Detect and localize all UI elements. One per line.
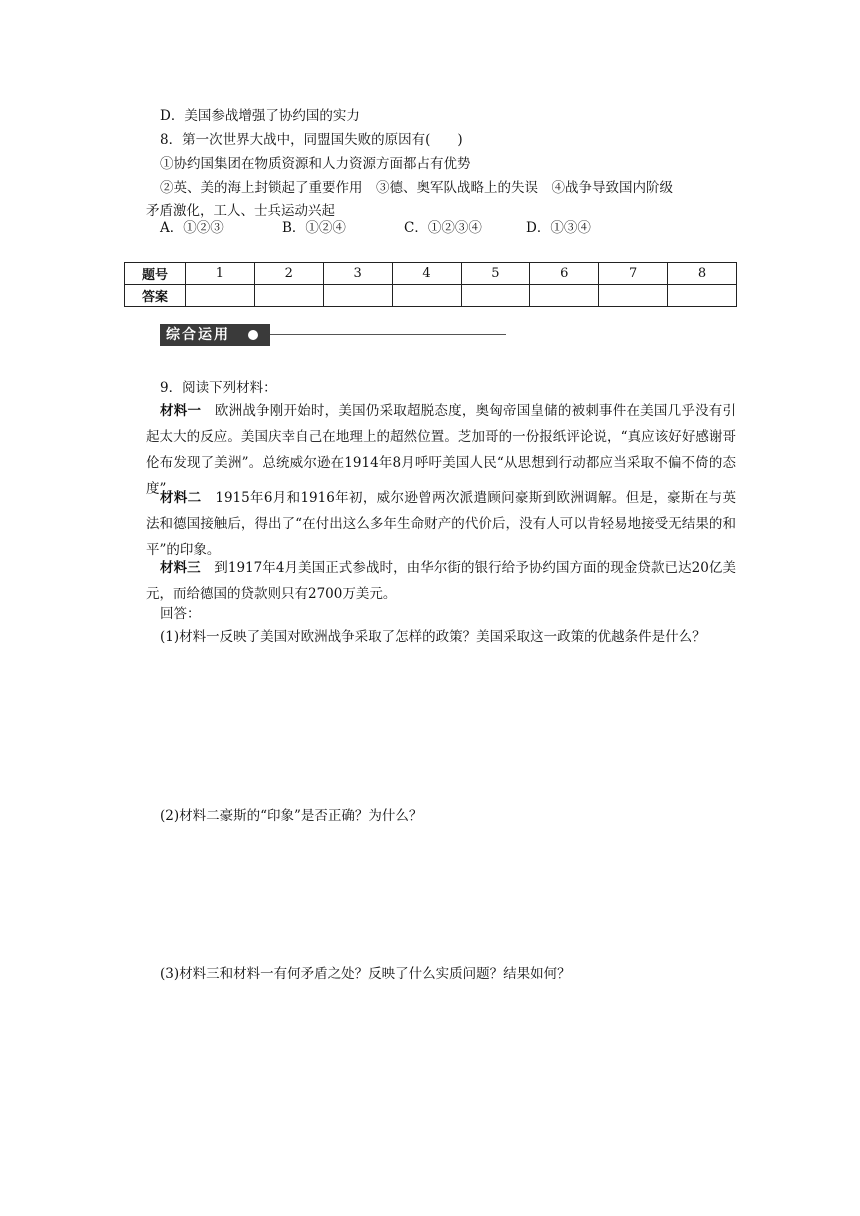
answer-cell[interactable] xyxy=(392,285,461,307)
q9-sub-3: (3)材料三和材料一有何矛盾之处？反映了什么实质问题？结果如何？ xyxy=(160,966,571,982)
q8-item-2-line-1: ②英、美的海上封锁起了重要作用 ③德、奥军队战略上的失误 ④战争导致国内阶级 xyxy=(160,180,673,196)
q9-sub-1: (1)材料一反映了美国对欧洲战争采取了怎样的政策？美国采取这一政策的优越条件是什么？ xyxy=(160,629,706,645)
table-header-answer: 答案 xyxy=(125,285,186,307)
table-row xyxy=(125,285,737,307)
table-cell-number: 3 xyxy=(323,263,392,285)
answer-cell[interactable] xyxy=(323,285,392,307)
q7-option-d: D．美国参战增强了协约国的实力 xyxy=(160,108,360,124)
table-cell-number: 1 xyxy=(186,263,255,285)
q9-sub-2: (2)材料二豪斯的“印象”是否正确？为什么？ xyxy=(160,808,423,824)
q8-option-d: D．①③④ xyxy=(526,220,591,236)
table-cell-number: 2 xyxy=(254,263,323,285)
q8-option-a: A．①②③ xyxy=(160,220,224,236)
answer-table xyxy=(124,262,737,307)
q8-item-1: ①协约国集团在物质资源和人力资源方面都占有优势 xyxy=(160,156,471,172)
answer-cell[interactable] xyxy=(599,285,668,307)
material-1-text: 欧洲战争刚开始时，美国仍采取超脱态度，奥匈帝国皇储的被刺事件在美国几乎没有引起太大的反应。美国庆幸自己在地理上的超然位置。芝加哥的一份报纸评论说，“真应该好好感谢哥伦布发现了美洲”。总统威尔逊在1914年8月呼吁美国人民“从思想到行动都应当采取不偏不倚的态度”。 xyxy=(146,403,737,497)
q9-stem: 9．阅读下列材料： xyxy=(160,380,277,396)
material-2-label: 材料二 xyxy=(160,490,202,506)
answer-cell[interactable] xyxy=(254,285,323,307)
table-cell-number: 6 xyxy=(530,263,599,285)
section-divider xyxy=(270,334,506,335)
answer-cell[interactable] xyxy=(186,285,255,307)
q8-stem: 8．第一次世界大战中，同盟国失败的原因有( ) xyxy=(160,132,463,148)
table-cell-number: 5 xyxy=(461,263,530,285)
table-cell-number: 7 xyxy=(599,263,668,285)
table-header-number: 题号 xyxy=(125,263,186,285)
q8-option-b: B．①②④ xyxy=(282,220,346,236)
section-title-text: 综合运用 xyxy=(166,327,230,343)
material-1-label: 材料一 xyxy=(160,403,202,419)
q9-answer-prompt: 回答： xyxy=(160,606,201,622)
answer-cell[interactable] xyxy=(668,285,737,307)
answer-cell[interactable] xyxy=(461,285,530,307)
table-cell-number: 4 xyxy=(392,263,461,285)
q8-item-2-line-2: 矛盾激化，工人、士兵运动兴起 xyxy=(146,203,335,219)
table-row xyxy=(125,263,737,285)
q9-material-3 xyxy=(146,555,736,607)
material-3-text: 到1917年4月美国正式参战时，由华尔街的银行给予协约国方面的现金贷款已达20亿美元，而给德国的贷款则只有2700万美元。 xyxy=(146,560,737,602)
answer-cell[interactable] xyxy=(530,285,599,307)
section-dot-icon xyxy=(248,330,258,340)
q9-material-2 xyxy=(146,485,736,563)
q8-option-c: C．①②③④ xyxy=(404,220,482,236)
material-3-label: 材料三 xyxy=(160,560,201,576)
material-2-text: 1915年6月和1916年初，威尔逊曾两次派遣顾问豪斯到欧洲调解。但是，豪斯在与英法和德国接触后，得出了“在付出这么多年生命财产的代价后，没有人可以肯轻易地接受无结果的和平”的印象。 xyxy=(146,490,737,558)
table-cell-number: 8 xyxy=(668,263,737,285)
